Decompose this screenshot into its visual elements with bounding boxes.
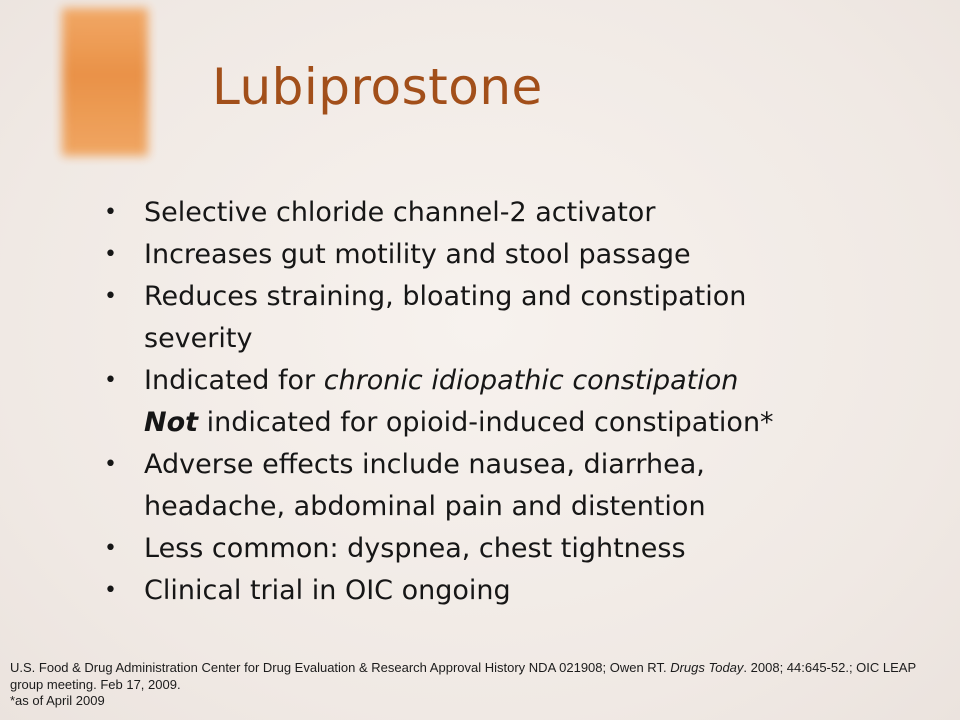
bullet-item: [104, 528, 944, 570]
bullet-item: [104, 192, 944, 234]
bullet-item: [104, 276, 944, 360]
bullet-text: Selective chloride channel-2 activator: [144, 197, 656, 228]
bullet-item: [104, 234, 944, 276]
bullet-dot-icon: •: [104, 452, 117, 477]
bullet-text: Clinical trial in OIC ongoing: [144, 575, 511, 606]
bullet-dot-icon: •: [104, 536, 117, 561]
bullet-item: [104, 570, 944, 612]
bullet-item: [104, 444, 944, 528]
bullet-text: Increases gut motility and stool passage: [144, 239, 691, 270]
bullet-text-continued: indicated for opioid-induced constipation*: [198, 407, 774, 438]
bullet-dot-icon: •: [104, 578, 117, 603]
bullet-item: [104, 360, 944, 444]
bullet-dot-icon: •: [104, 242, 117, 267]
reference-text-end: . 2008; 44:645-52.; OIC LEAP group meeting. Feb 17, 2009.: [10, 660, 916, 692]
footnote: *as of April 2009: [10, 693, 105, 708]
bullet-emphasis: chronic idiopathic constipation: [323, 365, 739, 396]
bullet-text: Reduces straining, bloating and constipation: [144, 281, 747, 312]
references-footer: [10, 660, 945, 710]
bullet-dot-icon: •: [104, 200, 117, 225]
reference-journal: Drugs Today: [670, 660, 744, 675]
slide-title: Lubiprostone: [212, 58, 543, 116]
bullet-text: Adverse effects include nausea, diarrhea,: [144, 449, 705, 480]
bullet-text-continued: severity: [144, 323, 253, 354]
bullet-text: Indicated for: [144, 365, 324, 396]
bullet-text: Less common: dyspnea, chest tightness: [144, 533, 686, 564]
bullet-text-continued: headache, abdominal pain and distention: [144, 491, 706, 522]
bullet-list: [104, 192, 944, 612]
reference-text: U.S. Food & Drug Administration Center for Drug Evaluation & Research Approval History NDA 021908; Owen RT.: [10, 660, 671, 675]
bullet-dot-icon: •: [104, 284, 117, 309]
bullet-dot-icon: •: [104, 368, 117, 393]
decorative-accent-bar: [62, 8, 148, 156]
bullet-strong: Not: [144, 407, 199, 438]
